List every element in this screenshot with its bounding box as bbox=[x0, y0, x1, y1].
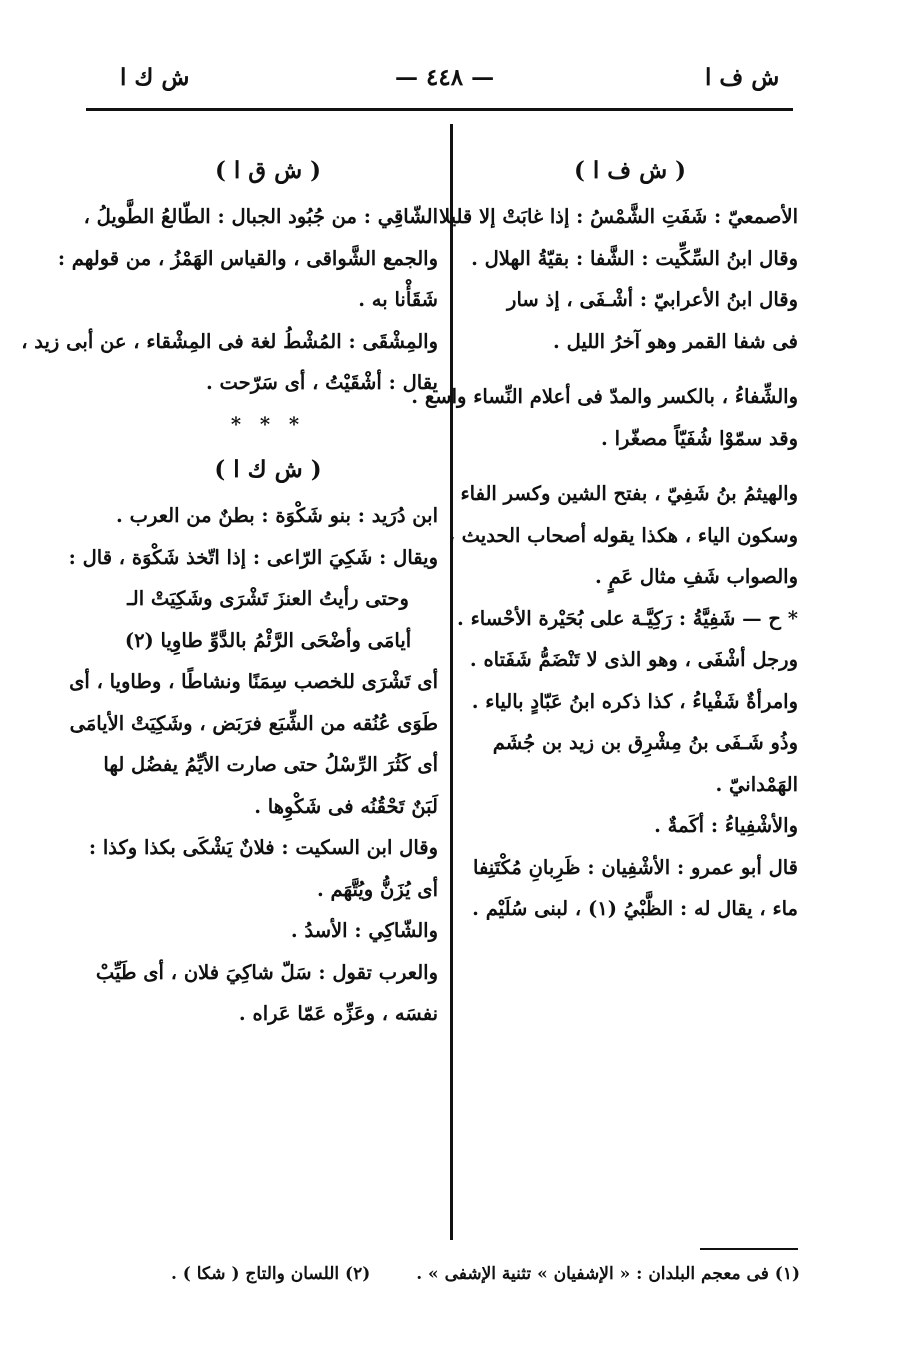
text-line: لَبَنٌ تَحْقُنُه فى شَكْوِها . bbox=[254, 794, 438, 818]
text-line: فى شفا القمر وهو آخرُ الليل . bbox=[553, 329, 798, 353]
text-line: والأشْفِياءُ : أكَمةٌ . bbox=[654, 814, 798, 837]
text-line: والصواب شَفِ مثال عَمٍ . bbox=[594, 565, 798, 588]
text-line: ابن دُرَيد : بنو شَكْوَة : بطنٌ من العرب . bbox=[116, 504, 438, 527]
text-line: وقال ابنُ السِّكِّيت : الشَّفا : بقيّةُ الهلال . bbox=[471, 246, 798, 270]
text-line: ورجل أشْفَى ، وهو الذى لا تَنْضَمُّ شَفَتاه . bbox=[469, 648, 798, 671]
text-line: نفسَه ، وعَزِّه عَمّا عَراه . bbox=[238, 1002, 438, 1025]
text-line: قال أبو عمرو : الأشْفِيان : ظَرِبانِ مُكْتَنِفا bbox=[473, 855, 798, 879]
text-line: شَقَأْنا به . bbox=[358, 288, 438, 311]
footnotes bbox=[160, 1264, 800, 1284]
column-divider bbox=[450, 124, 453, 1240]
text-line: والجمع الشَّواقى ، والقياس الهَمْزُ ، من قولهم : bbox=[57, 246, 438, 270]
footnote-2: (٢) اللسان والتاج ( شكا ) . bbox=[170, 1264, 371, 1284]
left-column bbox=[21, 146, 438, 1035]
text-line: والشِّفاءُ ، بالكسر والمدّ فى أعلام النِّساء واسع . bbox=[411, 385, 798, 408]
text-line: الشّاقِي : من جُبُود الجبال : الطّالعُ الطَّويلُ ، bbox=[83, 205, 438, 228]
text-line: والهيثمُ بنُ شَفِيّ ، بفتح الشين وكسر الفاء bbox=[460, 482, 798, 505]
text-line: يقال : أشْقَيْتُ ، أى سَرّحت . bbox=[205, 371, 438, 394]
entry-heading: ( ش ك ا ) bbox=[214, 456, 322, 483]
text-line: * ح — شَفِيَّةُ : رَكِيَّـة على بُحَيْرة الأحْساء . bbox=[457, 606, 798, 630]
text-line: أى كَثُرَ الرِّسْلُ حتى صارت الأيِّمُ يفضُل لها bbox=[103, 753, 438, 776]
text-line: والعرب تقول : سَلّ شاكِيَ فلان ، أى طَيِّبْ bbox=[95, 960, 438, 984]
text-line: ويقال : شَكِيَ الرّاعى : إذا اتّخذ شَكْوَة ، قال : bbox=[68, 545, 438, 569]
paragraph-gap bbox=[462, 459, 798, 473]
entry-heading: ( ش ف ا ) bbox=[573, 157, 687, 184]
header-left-root: ش ك ا bbox=[120, 64, 190, 91]
entry-heading: ( ش ق ا ) bbox=[214, 157, 322, 184]
text-line: أى يُزَنُّ ويُتَّهَم . bbox=[316, 877, 438, 901]
text-line: أى تَشْرَى للخصب سِمَنًا ونشاطًا ، وطاويا ، أى bbox=[69, 670, 438, 693]
text-line: وذُو شَـفَى بنُ مِشْرِق بن زيد بن جُشَم bbox=[492, 731, 798, 754]
verse-line: أيامَى وأضْحَى الرَّئْمُ بالدَّوِّ طاوِيا (٢) bbox=[124, 628, 412, 652]
footnote-rule bbox=[700, 1248, 798, 1250]
text-line: الأصمعيّ : شَفَتِ الشَّمْسُ : إذا غابَتْ إلا قليلا . bbox=[425, 205, 798, 228]
footnote-1: (١) فى معجم البلدان : « الإشفيان » تثنية الإشفى » . bbox=[416, 1264, 800, 1284]
paragraph-gap bbox=[462, 362, 798, 376]
page-number: — ٤٤٨ — bbox=[395, 64, 495, 91]
header-right-root: ش ف ا bbox=[705, 64, 780, 91]
text-line: الهَمْدانيّ . bbox=[715, 772, 798, 796]
text-line: والشّاكِي : الأسدُ . bbox=[290, 919, 438, 942]
text-line: ماء ، يقال له : الظَّبْيُ (١) ، لبنى سُلَيْم . bbox=[472, 897, 798, 920]
text-line: وقال ابن السكيت : فلانٌ يَشْكَى بكذا وكذا : bbox=[88, 836, 438, 859]
text-line: وسكون الياء ، هكذا يقوله أصحاب الحديث ، bbox=[448, 523, 798, 547]
right-column bbox=[411, 146, 798, 930]
text-line: وقال ابنُ الأعرابيّ : أشْـفَى ، إذ سار bbox=[507, 288, 798, 311]
text-line: وقد سمّوْا شُفَيّاً مصغّرا . bbox=[601, 426, 798, 450]
section-separator: * * * bbox=[230, 412, 306, 436]
text-line: طَوَى عُنُقه من الشِّبَع فرَبَض ، وشَكِيَتْ الأيامَى bbox=[69, 711, 438, 735]
text-line: والمِشْقَى : المُشْطُ لغة فى المِشْقاء ، عن أبى زيد ، bbox=[21, 329, 438, 353]
verse-line: وحتى رأيتُ العنزَ تَشْرَى وشَكِيَتْ الـ bbox=[127, 587, 409, 610]
header-rule bbox=[86, 108, 793, 111]
text-line: وامرأةٌ شَفْياءُ ، كذا ذكره ابنُ عَبّادٍ بالياء . bbox=[471, 689, 798, 713]
